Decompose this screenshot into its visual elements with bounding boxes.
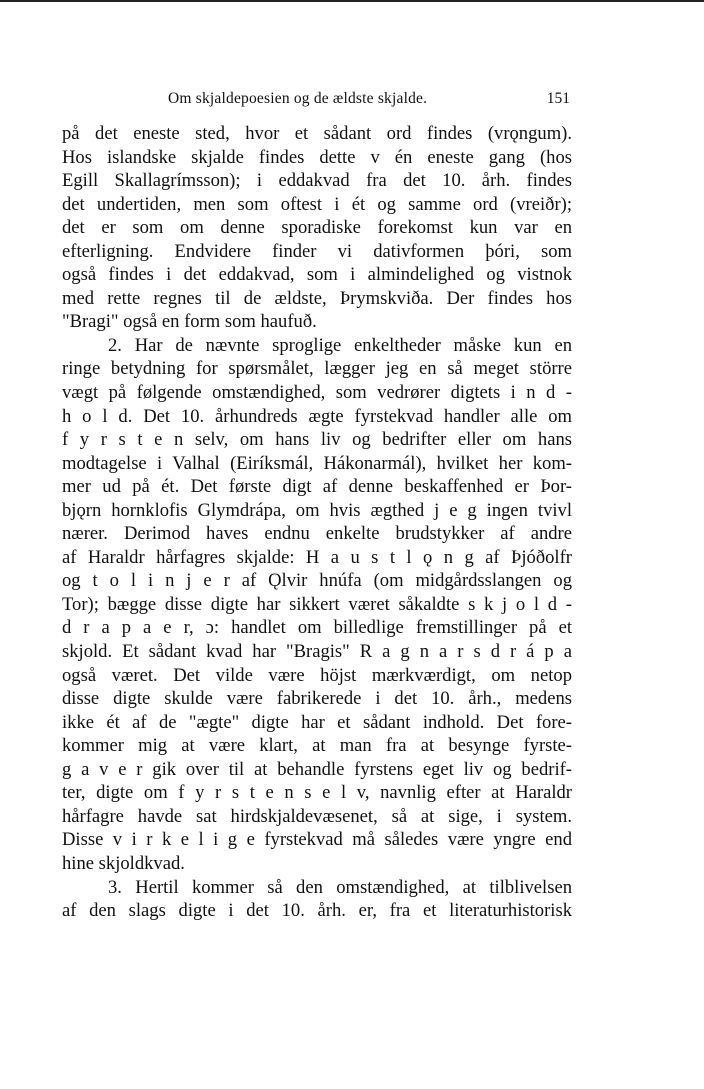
text-line: Hos islandske skjalde findes dette v én eneste gang (hos	[62, 146, 572, 168]
running-title: Om skjaldepoesien og de ældste skjalde.	[168, 90, 428, 107]
text-line: Tor); bægge disse digte har sikkert været såkaldte s k j o l d -	[62, 593, 572, 615]
text-line: disse digte skulde være fabrikerede i det 10. årh., medens	[62, 688, 572, 710]
text-line: vægt på følgende omstændighed, som vedrører digtets i n d -	[62, 382, 572, 404]
text-line: ringe betydning for spørsmålet, lægger jeg en så meget större	[62, 358, 572, 380]
text-line: bjǫrn hornklofis Glymdrápa, om hvis ægthed j e g ingen tvivl	[62, 499, 572, 521]
text-line: Egill Skallagrímsson); i eddakvad fra det 10. årh. findes	[62, 170, 572, 192]
text-line: hine skjoldkvad.	[62, 852, 185, 874]
text-line: Disse v i r k e l i g e fyrstekvad må således være yngre end	[62, 829, 572, 851]
text-line: også været. Det vilde være höjst mærkværdigt, om netop	[62, 664, 572, 686]
text-line: 2. Har de nævnte sproglige enkeltheder måske kun en	[108, 334, 572, 356]
text-line: g a v e r gik over til at behandle fyrstens eget liv og bedrif-	[62, 758, 572, 780]
text-line: med rette regnes til de ældste, Þrymskviða. Der findes hos	[62, 287, 572, 309]
text-line: på det eneste sted, hvor et sådant ord findes (vrǫngum).	[62, 123, 572, 144]
text-line: ter, digte om f y r s t e n s e l v, navnlig efter at Haraldr	[62, 782, 572, 804]
text-line: det er som om denne sporadiske forekomst kun var en	[62, 217, 572, 239]
text-line: efterligning. Endvidere finder vi dativformen þóri, som	[62, 240, 572, 262]
text-line: kommer mig at være klart, at man fra at besynge fyrste-	[62, 735, 572, 757]
page-number: 151	[546, 90, 570, 107]
text-line: ikke ét af de "ægte" digte har et sådant indhold. Det fore-	[62, 711, 572, 733]
text-line: og t o l i n j e r af Ǫlvir hnúfa (om midgårdsslangen og	[62, 570, 572, 592]
text-line: af den slags digte i det 10. årh. er, fra et literaturhistorisk	[62, 900, 572, 922]
text-line: 3. Hertil kommer så den omstændighed, at tilblivelsen	[108, 876, 572, 898]
text-line: hårfagre havde sat hirdskjaldevæsenet, så at sige, i system.	[62, 805, 572, 827]
text-line: af Haraldr hårfagres skjalde: H a u s t l ǫ n g af Þjóðolfr	[62, 546, 572, 568]
running-head	[62, 90, 570, 112]
text-line: skjold. Et sådant kvad har "Bragis" R a g n a r s d r á p a	[62, 641, 572, 663]
body-text	[62, 122, 572, 923]
text-line: modtagelse i Valhal (Eiríksmál, Hákonarmál), hvilket her kom-	[62, 452, 572, 474]
text-line: h o l d. Det 10. århundreds ægte fyrstekvad handler alle om	[62, 405, 572, 427]
text-line: det undertiden, men som oftest i ét og samme ord (vreiðr);	[62, 193, 572, 215]
text-line: f y r s t e n selv, om hans liv og bedrifter eller om hans	[62, 429, 572, 451]
text-line: mer ud på ét. Det første digt af denne beskaffenhed er Þor-	[62, 476, 572, 498]
text-line: d r a p a e r, ɔ: handlet om billedlige fremstillinger på et	[62, 617, 572, 639]
text-line: "Bragi" også en form som haufuð.	[62, 311, 317, 333]
text-line: også findes i det eddakvad, som i almindelighed og vistnok	[62, 264, 572, 286]
text-line: nærer. Derimod haves endnu enkelte brudstykker af andre	[62, 523, 572, 545]
